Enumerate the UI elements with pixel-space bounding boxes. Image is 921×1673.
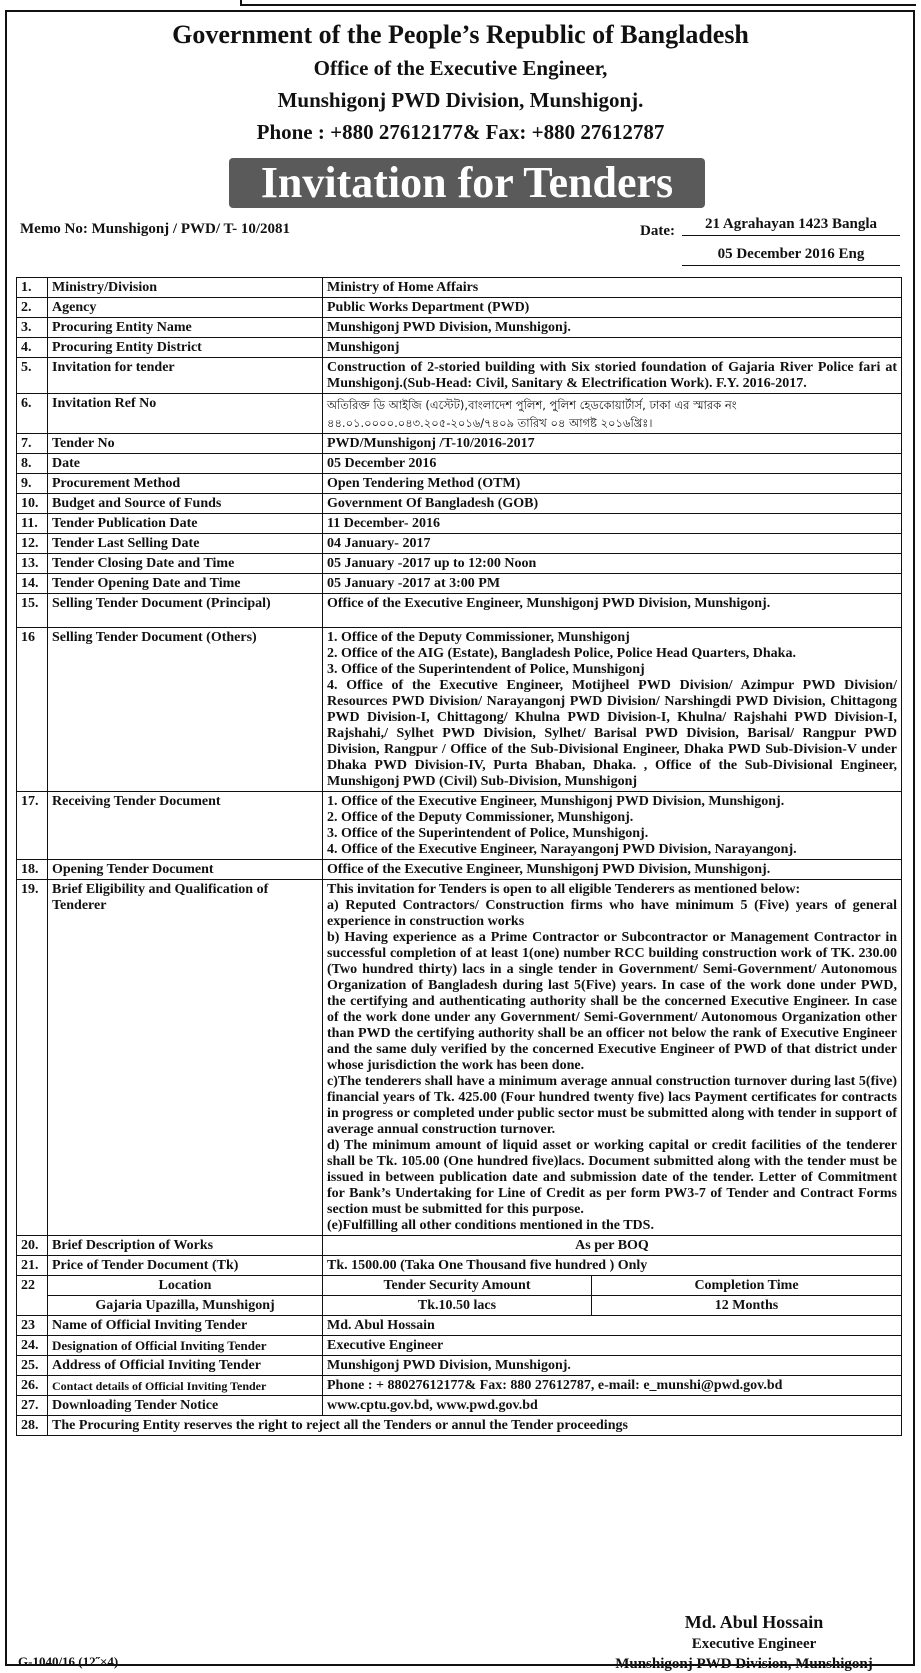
row-label: Designation of Official Inviting Tender (48, 1336, 323, 1356)
row-number: 8. (17, 454, 48, 474)
row-number: 7. (17, 434, 48, 454)
row-label: Tender Opening Date and Time (48, 574, 323, 594)
row-number: 10. (17, 494, 48, 514)
row-number: 17. (17, 792, 48, 860)
row-value: Construction of 2-storied building with Six storied foundation of Gajaria River Police fari at Munshigonj.(Sub-Head: Civil, Sanitary & Electrification Work). F.Y. 2016-2017. (323, 358, 902, 394)
row-number: 21. (17, 1256, 48, 1276)
list-item: 3. Office of the Superintendent of Police, Munshigonj. (327, 826, 649, 841)
row-value: Tk. 1500.00 (Taka One Thousand five hundred ) Only (323, 1256, 902, 1276)
table-row (17, 860, 902, 880)
row-value: 05 December 2016 (323, 454, 902, 474)
row-number: 18. (17, 860, 48, 880)
row-label: Contact details of Official Inviting Tender (48, 1376, 323, 1396)
row-value: 11 December- 2016 (323, 514, 902, 534)
row-label: Tender No (48, 434, 323, 454)
completion-header: Completion Time (592, 1276, 902, 1296)
security-value: Tk.10.50 lacs (323, 1296, 592, 1316)
table-row (17, 1236, 902, 1256)
row-value: Phone : + 88027612177& Fax: 880 27612787, e-mail: e_munshi@pwd.gov.bd (323, 1376, 902, 1396)
table-row (17, 792, 902, 860)
row-label: Date (48, 454, 323, 474)
row-number: 4. (17, 338, 48, 358)
table-row (17, 358, 902, 394)
list-item: b) Having experience as a Prime Contractor or Subcontractor or Management Contractor in successful completion of at least 1(one) number RCC building construction work of TK. 230.00 (Two hundred thirty) lacs in a single tender in Government/ Semi-Government/ Autonomous Organization of Bangladesh during last 5(Five) years. In case of the work done under PWD, the certifying and authenticating authority shall be the concerned Executive Engineer. In case of the work done under any Government/ Semi-Government/ Autonomous Organization other than PWD the certifying authority shall be an officer not below the rank of Executive Engineer and the same duly verified by the concerned Executive Engineer of PWD of that district under whose jurisdiction the work has been done. (327, 930, 897, 1073)
row-number: 26. (17, 1376, 48, 1396)
list-item: d) The minimum amount of liquid asset or working capital or credit facilities of the tenderer shall be Tk. 105.00 (One hundred five)lacs. Document submitted along with the tender must be issued in between publication date and submission date of the tender. Letter of Commitment for Bank’s Undertaking for Line of Credit as per form PW3-7 of Tender and Contract Forms section must be submitted for this purpose. (327, 1138, 897, 1217)
table-row (17, 1276, 902, 1296)
row-label: Invitation Ref No (48, 394, 323, 434)
table-row (17, 494, 902, 514)
row-label: Address of Official Inviting Tender (48, 1356, 323, 1376)
row-value: Munshigonj PWD Division, Munshigonj. (323, 1356, 902, 1376)
table-row (17, 574, 902, 594)
row-label: Procurement Method (48, 474, 323, 494)
government-title: Government of the People’s Republic of Bangladesh (172, 20, 749, 49)
table-row (17, 1296, 902, 1316)
memo-number: Memo No: Munshigonj / PWD/ T- 10/2081 (20, 221, 291, 237)
location-value: Gajaria Upazilla, Munshigonj (48, 1296, 323, 1316)
row-label: Budget and Source of Funds (48, 494, 323, 514)
row-value: Office of the Executive Engineer, Munshigonj PWD Division, Munshigonj. (323, 594, 902, 628)
top-border-fragment (240, 0, 916, 6)
row-label: Selling Tender Document (Principal) (48, 594, 323, 628)
table-row (17, 394, 902, 434)
row-label: Procuring Entity Name (48, 318, 323, 338)
table-row (17, 434, 902, 454)
row-number: 24. (17, 1336, 48, 1356)
phone-fax-line: Phone : +880 27612177& Fax: +880 27612787 (256, 120, 665, 144)
row-value: Munshigonj PWD Division, Munshigonj. (323, 318, 902, 338)
table-row (17, 1316, 902, 1336)
row-number: 20. (17, 1236, 48, 1256)
row-value: Government Of Bangladesh (GOB) (323, 494, 902, 514)
row-number: 1. (17, 278, 48, 298)
row-number: 5. (17, 358, 48, 394)
completion-value: 12 Months (592, 1296, 902, 1316)
row-value: www.cptu.gov.bd, www.pwd.gov.bd (323, 1396, 902, 1416)
list-item: a) Reputed Contractors/ Construction firms who have minimum 5 (Five) years of general experience in construction works (327, 898, 897, 929)
row-label: Price of Tender Document (Tk) (48, 1256, 323, 1276)
signatory-designation: Executive Engineer (691, 1636, 817, 1652)
table-row (17, 628, 902, 792)
row-number: 14. (17, 574, 48, 594)
row-value: 04 January- 2017 (323, 534, 902, 554)
list-item: (e)Fulfilling all other conditions mentioned in the TDS. (327, 1218, 654, 1233)
list-item: 1. Office of the Deputy Commissioner, Munshigonj (327, 630, 630, 645)
row-label: Selling Tender Document (Others) (48, 628, 323, 792)
table-row (17, 454, 902, 474)
date-bangla: 21 Agrahayan 1423 Bangla (682, 216, 900, 236)
table-row (17, 298, 902, 318)
table-row (17, 880, 902, 1236)
row-label: Agency (48, 298, 323, 318)
list-item: c)The tenderers shall have a minimum average annual construction turnover during last 5(five) financial years of Tk. 425.00 (Four hundred twenty five) lacs Payment certificates for contracts in progress or completed under public sector must be submitted along with tender in support of average annual construction turnover. (327, 1074, 897, 1137)
row-value: Office of the Executive Engineer, Munshigonj PWD Division, Munshigonj. (323, 860, 902, 880)
signatory-name: Md. Abul Hossain (684, 1612, 824, 1632)
row-value: Executive Engineer (323, 1336, 902, 1356)
row-number: 27. (17, 1396, 48, 1416)
row-value: 05 January -2017 at 3:00 PM (323, 574, 902, 594)
row-value: PWD/Munshigonj /T-10/2016-2017 (323, 434, 902, 454)
page-title-banner: Invitation for Tenders (229, 158, 705, 208)
list-item: This invitation for Tenders is open to all eligible Tenderers as mentioned below: (327, 882, 801, 897)
reservation-clause: The Procuring Entity reserves the right to reject all the Tenders or annul the Tender proceedings (48, 1416, 902, 1436)
date-label: Date: (640, 223, 675, 239)
security-header: Tender Security Amount (323, 1276, 592, 1296)
row-label: Tender Last Selling Date (48, 534, 323, 554)
list-item: 4. Office of the Executive Engineer, Narayangonj PWD Division, Narayangonj. (327, 842, 797, 857)
table-row (17, 474, 902, 494)
tender-details-table (16, 277, 902, 1436)
row-label: Tender Publication Date (48, 514, 323, 534)
date-english: 05 December 2016 Eng (682, 246, 900, 266)
row-label: Receiving Tender Document (48, 792, 323, 860)
list-item: 3. Office of the Superintendent of Police, Munshigonj (327, 662, 645, 677)
row-number: 12. (17, 534, 48, 554)
row-number: 13. (17, 554, 48, 574)
table-row (17, 278, 902, 298)
row-label: Invitation for tender (48, 358, 323, 394)
row-value-bangla: অতিরিক্ত ডি আইজি (এস্টেট),বাংলাদেশ পুলিশ, পুলিশ হেডকোয়ার্টার্স, ঢাকা এর স্মারক নং ৪৪.০১.০০০০.০৪৩.২০৫-২০১৬/৭৪০৯ তারিখ ০৪ আগষ্ট ২০১৬খ্রিঃ। (323, 394, 902, 434)
row-value: Munshigonj (323, 338, 902, 358)
row-label: Brief Description of Works (48, 1236, 323, 1256)
table-row (17, 1356, 902, 1376)
row-number: 15. (17, 594, 48, 628)
row-value-list (323, 628, 902, 792)
list-item: 4. Office of the Executive Engineer, Motijheel PWD Division/ Azimpur PWD Division/ Resources PWD Division/ Narayangonj PWD Division/ Narshingdi PWD Division, Chittagong PWD Division-I, Chittagong/ Khulna PWD Division-I, Khulna/ Rajshahi PWD Division-I, Rajshahi,/ Sylhet PWD Division, Sylhet/ Barisal PWD Division, Barisal/ Rangpur PWD Division, Rangpur / Office of the Sub-Divisional Engineer, Dhaka PWD Sub-Division-V under Dhaka PWD Division-IV, Purta Bhaban, Dhaka. , Office of the Sub-Divisional Engineer, Munshigonj PWD (Civil) Sub-Division, Munshigonj (327, 678, 897, 789)
publication-code: G-1040/16 (12˝×4) (18, 1654, 119, 1669)
list-item: 2. Office of the AIG (Estate), Bangladesh Police, Police Head Quarters, Dhaka. (327, 646, 796, 661)
office-title: Office of the Executive Engineer, (313, 56, 608, 80)
table-row (17, 1416, 902, 1436)
row-number: 22 (17, 1276, 48, 1316)
division-title: Munshigonj PWD Division, Munshigonj. (277, 88, 644, 112)
row-label: Ministry/Division (48, 278, 323, 298)
row-value-list (323, 792, 902, 860)
row-value: Open Tendering Method (OTM) (323, 474, 902, 494)
row-number: 25. (17, 1356, 48, 1376)
table-row (17, 1256, 902, 1276)
row-value: Ministry of Home Affairs (323, 278, 902, 298)
row-value: Public Works Department (PWD) (323, 298, 902, 318)
list-item: 2. Office of the Deputy Commissioner, Munshigonj. (327, 810, 634, 825)
row-value: Md. Abul Hossain (323, 1316, 902, 1336)
row-number: 2. (17, 298, 48, 318)
table-row (17, 338, 902, 358)
row-label: Name of Official Inviting Tender (48, 1316, 323, 1336)
row-number: 23 (17, 1316, 48, 1336)
signatory-office: Munshigonj PWD Division, Munshigonj (615, 1656, 873, 1672)
location-header: Location (48, 1276, 323, 1296)
row-label: Tender Closing Date and Time (48, 554, 323, 574)
row-number: 6. (17, 394, 48, 434)
row-number: 28. (17, 1416, 48, 1436)
row-value-list (323, 880, 902, 1236)
row-number: 19. (17, 880, 48, 1236)
table-row (17, 514, 902, 534)
row-number: 16 (17, 628, 48, 792)
row-number: 11. (17, 514, 48, 534)
table-row (17, 318, 902, 338)
table-row (17, 1396, 902, 1416)
row-label: Downloading Tender Notice (48, 1396, 323, 1416)
list-item: 1. Office of the Executive Engineer, Munshigonj PWD Division, Munshigonj. (327, 794, 785, 809)
row-label: Brief Eligibility and Qualification of Tenderer (48, 880, 323, 1236)
row-number: 9. (17, 474, 48, 494)
table-row (17, 1336, 902, 1356)
row-label: Procuring Entity District (48, 338, 323, 358)
table-row (17, 594, 902, 628)
table-row (17, 534, 902, 554)
row-number: 3. (17, 318, 48, 338)
row-label: Opening Tender Document (48, 860, 323, 880)
row-value: 05 January -2017 up to 12:00 Noon (323, 554, 902, 574)
row-value: As per BOQ (323, 1236, 902, 1256)
table-row (17, 1376, 902, 1396)
table-row (17, 554, 902, 574)
